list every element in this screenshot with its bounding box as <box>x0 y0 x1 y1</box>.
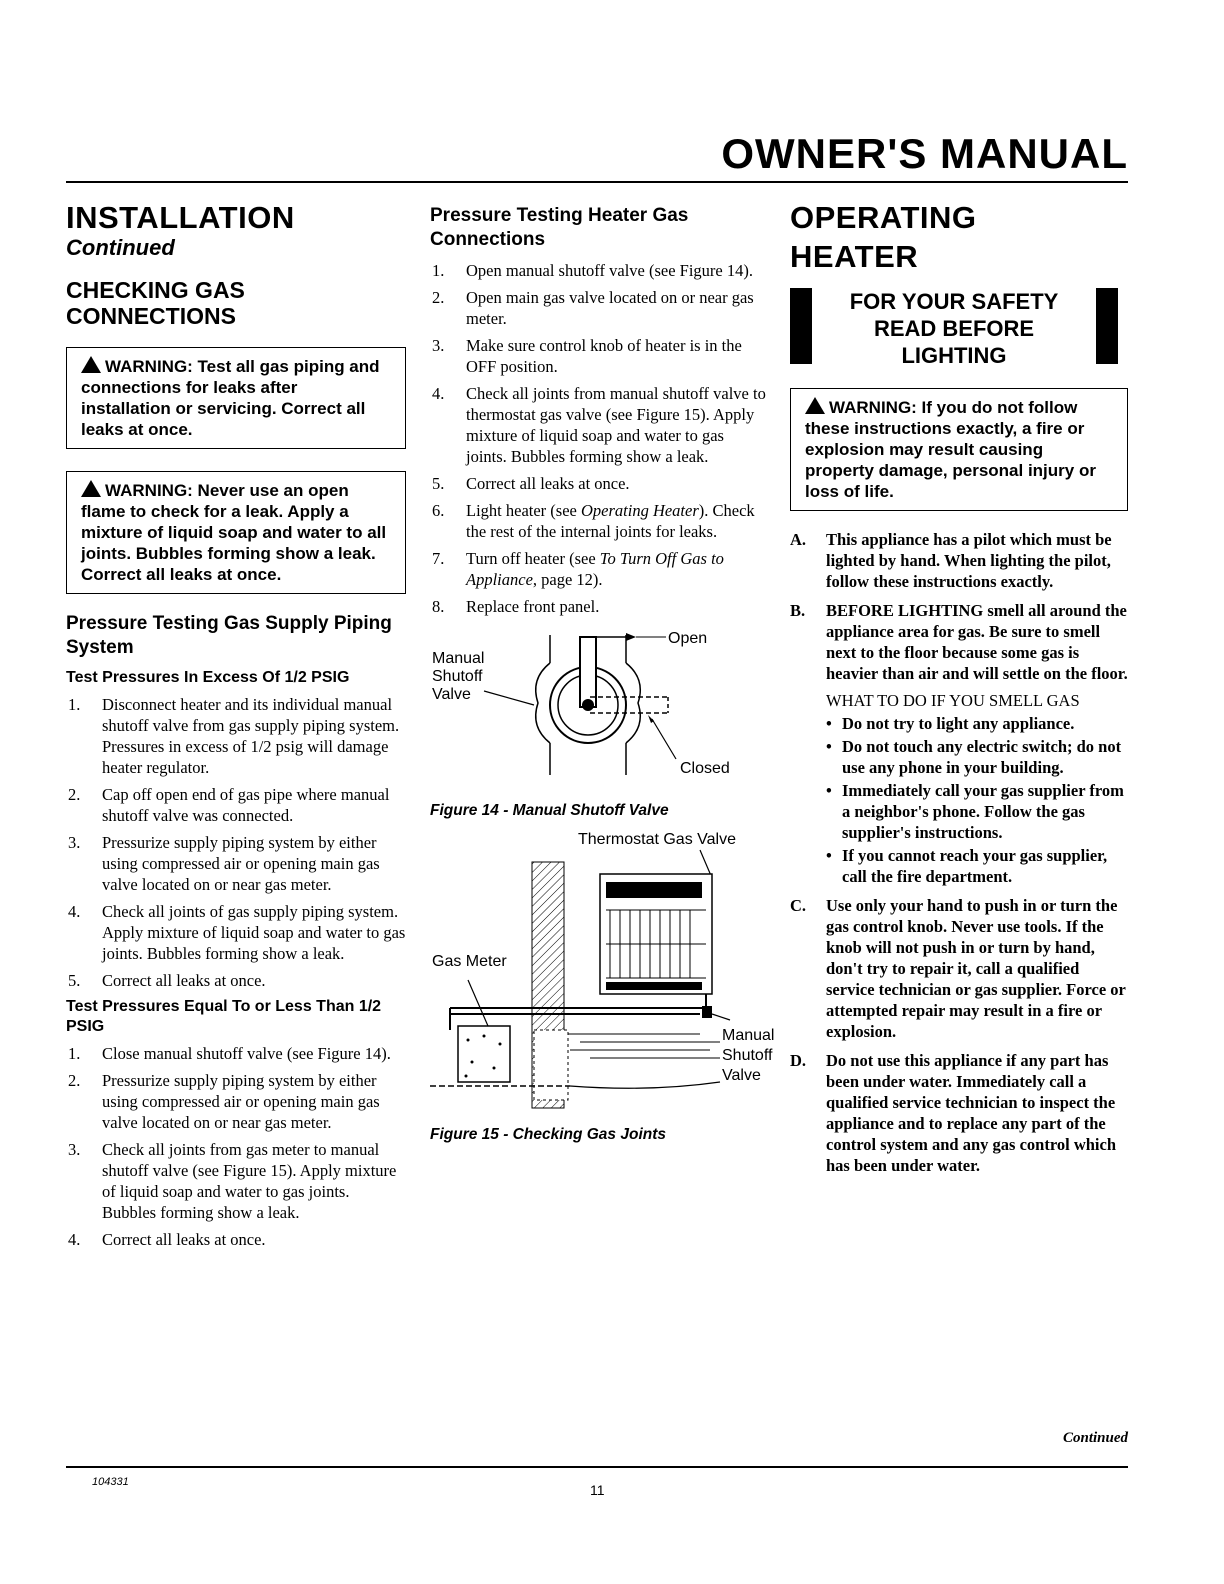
safety-banner <box>790 288 1128 370</box>
header-rule <box>66 181 1128 183</box>
excess-pressure-title: Test Pressures In Excess Of 1/2 PSIG <box>66 669 350 686</box>
smell-gas-bullets <box>826 713 1128 887</box>
column-installation <box>66 196 406 1256</box>
safety-banner-text: FOR YOUR SAFETY READ BEFORE LIGHTING <box>849 289 1059 368</box>
continued-footer: Continued <box>1062 1430 1128 1446</box>
safety-bar-left <box>790 288 812 364</box>
document-code: 104331 <box>92 1476 129 1488</box>
warning-triangle-icon <box>81 480 101 497</box>
installation-continued: Continued <box>66 235 175 260</box>
list-item: 1. Close manual shutoff valve (see Figure 14). <box>68 1044 391 1063</box>
warning-triangle-icon <box>81 356 101 373</box>
list-item: 2. Cap off open end of gas pipe where manual shutoff valve was connected. <box>68 785 390 825</box>
list-item: • Do not touch any electric switch; do not use any phone in your building. <box>826 736 1128 778</box>
list-item: 3. Check all joints from gas meter to manual shutoff valve (see Figure 15). Apply mixture of liquid soap and water to gas joints. Bubbles forming show a leak. <box>68 1140 397 1222</box>
list-item: B. BEFORE LIGHTING smell all around the appliance area for gas. Be sure to smell next to the floor because some gas is heavier than air and will settle on the floor. WHAT TO DO IF YOU SMELL GAS • Do not try to light any appliance. • Do not touch any electric switch; do not use any phone in your building. • Immediately call your gas supplier from a neighbor's phone. Follow the gas supplier's instructions. • If you cannot reach your gas supplier, call the fire department. <box>790 600 1128 887</box>
fig14-valve-label: Valve <box>432 686 471 703</box>
warning-text: WARNING: Never use an open flame to check for a leak. Apply a mixture of liquid soap and water to all joints. Bubbles forming show a leak. Correct all leaks at once. <box>81 481 387 584</box>
list-item: 3. Pressurize supply piping system by either using compressed air or opening main gas valve located on or near gas meter. <box>68 833 380 894</box>
warning-box-follow-instructions <box>790 388 1128 511</box>
supply-piping-title: Pressure Testing Gas Supply Piping System <box>66 613 392 658</box>
list-item: 5. Correct all leaks at once. <box>432 474 630 493</box>
warning-text: WARNING: Test all gas piping and connections for leaks after installation or servicing. Correct all leaks at once. <box>81 357 380 439</box>
excess-steps-list <box>66 694 406 991</box>
column-heater-connections <box>430 196 775 1154</box>
installation-title: INSTALLATION <box>66 200 295 235</box>
warning-box-open-flame <box>66 471 406 594</box>
list-item: • If you cannot reach your gas supplier, call the fire department. <box>826 845 1128 887</box>
fig15-shutoff-label: Shutoff <box>722 1047 773 1064</box>
warning-box-test-piping <box>66 347 406 449</box>
fig14-closed-label: Closed <box>680 760 730 777</box>
list-item: • Immediately call your gas supplier from a neighbor's phone. Follow the gas supplier's instructions. <box>826 780 1128 843</box>
fig15-valve-label: Valve <box>722 1067 761 1084</box>
checking-gas-title: CHECKING GAS CONNECTIONS <box>66 277 245 329</box>
list-item: 8. Replace front panel. <box>432 597 600 616</box>
list-item: 5. Correct all leaks at once. <box>68 971 266 990</box>
fig15-thermostat-label: Thermostat Gas Valve <box>578 831 736 848</box>
operating-title-line2: HEATER <box>790 239 919 274</box>
fig14-open-label: Open <box>668 630 708 647</box>
list-item: • Do not try to light any appliance. <box>826 713 1128 734</box>
list-item: 1. Disconnect heater and its individual manual shutoff valve from gas supply piping system. Pressures in excess of 1/2 psig will damage heater regulator. <box>68 695 400 777</box>
smell-gas-heading: WHAT TO DO IF YOU SMELL GAS <box>826 691 1080 710</box>
list-item: 2. Pressurize supply piping system by either using compressed air or opening main gas valve located on or near gas meter. <box>68 1071 380 1132</box>
page-number: 11 <box>590 1482 605 1498</box>
heater-connections-title: Pressure Testing Heater Gas Connections <box>430 205 689 250</box>
figure-14-caption: Figure 14 - Manual Shutoff Valve <box>430 802 669 819</box>
safety-bar-right <box>1096 288 1118 364</box>
column-operating-heater <box>790 196 1128 1184</box>
list-item: A. This appliance has a pilot which must be lighted by hand. When lighting the pilot, follow these instructions exactly. <box>790 530 1112 591</box>
warning-triangle-icon <box>805 397 825 414</box>
fig15-manual-label: Manual <box>722 1027 775 1044</box>
list-item: D. Do not use this appliance if any part has been under water. Immediately call a qualified service technician to inspect the appliance and to replace any part of the control system and any gas control which has been under water. <box>790 1051 1116 1175</box>
warning-text: WARNING: If you do not follow these instructions exactly, a fire or explosion may result causing property damage, personal injury or loss of life. <box>805 398 1096 501</box>
figure-15-caption: Figure 15 - Checking Gas Joints <box>430 1126 667 1143</box>
list-item: 3. Make sure control knob of heater is in the OFF position. <box>432 336 742 376</box>
equal-steps-list <box>66 1043 406 1250</box>
figure-14-valve-diagram <box>430 623 768 798</box>
list-item: C. Use only your hand to push in or turn the gas control knob. Never use tools. If the knob will not push in or turn by hand, don't try to repair it, call a qualified service technician or gas supplier. Force or attempted repair may result in a fire or explosion. <box>790 896 1126 1041</box>
list-item: 6. Light heater (see Operating Heater). Check the rest of the internal joints for leaks. <box>432 501 755 541</box>
list-item: 4. Check all joints from manual shutoff valve to thermostat gas valve (see Figure 15). Apply mixture of liquid soap and water to gas joints. Bubbles forming show a leak. <box>432 384 766 466</box>
operating-title-line1: OPERATING <box>790 200 977 235</box>
fig14-manual-label: Manual <box>432 650 485 667</box>
list-item: 1. Open manual shutoff valve (see Figure 14). <box>432 261 753 280</box>
footer-rule <box>66 1466 1128 1468</box>
list-item: 4. Check all joints of gas supply piping system. Apply mixture of liquid soap and water to gas joints. Bubbles forming show a leak. <box>68 902 406 963</box>
figure-15-gas-joints-diagram <box>430 830 775 1120</box>
list-item: 2. Open main gas valve located on or near gas meter. <box>432 288 754 328</box>
list-item: 7. Turn off heater (see To Turn Off Gas to Appliance, page 12). <box>432 549 724 589</box>
heater-steps-list <box>430 260 768 617</box>
manual-title: OWNER'S MANUAL <box>721 130 1128 177</box>
operating-items-list <box>790 529 1128 1176</box>
fig14-shutoff-label: Shutoff <box>432 668 483 685</box>
fig15-gas-meter-label: Gas Meter <box>432 953 507 970</box>
list-item: 4. Correct all leaks at once. <box>68 1230 266 1249</box>
equal-pressure-title: Test Pressures Equal To or Less Than 1/2 PSIG <box>66 998 382 1035</box>
